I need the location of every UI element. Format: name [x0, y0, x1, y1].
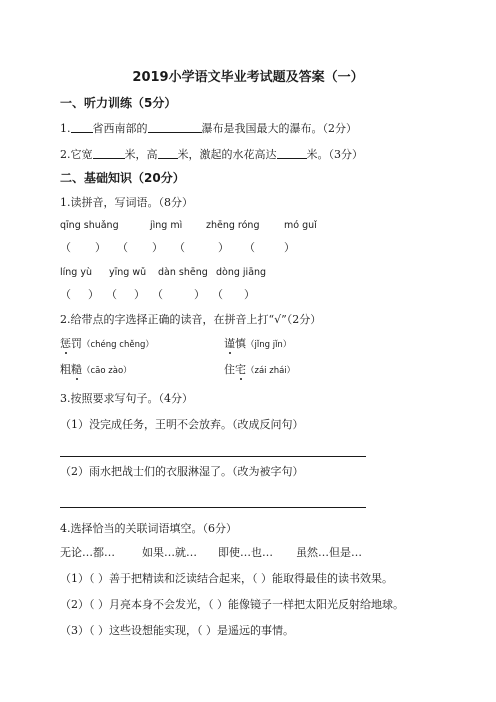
answer-line[interactable] [60, 456, 366, 457]
answer-blank[interactable] [71, 121, 93, 133]
section1-heading: 一、听力训练（5分） [60, 96, 177, 110]
conjunction-item-1: （1）（ ）善于把精读和泛读结合起来，（ ）能取得最佳的读书效果。 [60, 572, 393, 585]
sentence-item-2: （2）雨水把战士们的衣服淋湿了。（改为被字句） [60, 465, 304, 478]
pinyin-options[interactable]: （chéng chěng） [82, 340, 154, 350]
conjunction-option: 如果…就… [142, 546, 197, 559]
pinyin-item: líng yù [60, 267, 92, 278]
sentence-question-prompt: 3.按照要求写句子。（4分） [60, 392, 193, 405]
conjunction-question-prompt: 4.选择恰当的关联词语填空。（6分） [60, 522, 237, 535]
answer-line[interactable] [60, 507, 366, 508]
pinyin-item: jìng mì [150, 220, 183, 231]
pronunciation-question-prompt: 2.给带点的字选择正确的读音，在拼音上打“√”（2分） [60, 313, 322, 326]
listening-question-1: 1. 省西南部的 瀑布是我国最大的瀑布。（2分） [60, 122, 357, 135]
conjunction-item-2: （2）（ ）月亮本身不会发光，（ ）能像镜子一样把太阳光反射给地球。 [60, 598, 404, 611]
page-title: 2019小学语文毕业考试题及答案（一） [132, 70, 364, 85]
sentence-item-1: （1）没完成任务，王明不会放弃。（改成反问句） [60, 418, 304, 431]
pinyin-question-prompt: 1.读拼音，写词语。（8分） [60, 196, 193, 209]
pinyin-item: dàn shēng [158, 267, 208, 278]
pronunciation-item: 粗糙（cāo zào） [60, 363, 132, 376]
conjunction-option: 虽然…但是… [296, 546, 362, 559]
conjunction-option: 无论…都… [60, 546, 115, 559]
pinyin-item: zhēng róng [206, 220, 260, 231]
pinyin-options[interactable]: （jǐng jǐn） [246, 340, 292, 350]
answer-blank[interactable] [277, 147, 307, 159]
section2-heading: 二、基础知识（20分） [60, 171, 185, 185]
conjunction-option: 即使…也… [218, 546, 273, 559]
pinyin-options[interactable]: （cāo zào） [82, 366, 132, 376]
pinyin-item: dòng jiāng [216, 267, 267, 278]
pronunciation-item: 住宅（zái zhái） [224, 363, 296, 376]
conjunction-item-3: （3）（ ）这些设想能实现，（ ）是遥远的事情。 [60, 624, 294, 637]
answer-blank[interactable] [158, 147, 178, 159]
pinyin-item: qīng shuǎng [60, 220, 119, 231]
pinyin-item: mó guǐ [284, 220, 317, 231]
answer-blank[interactable] [148, 121, 202, 133]
exam-page: 2019小学语文毕业考试题及答案（一） 一、听力训练（5分） 1. 省西南部的 瀑布是我国最大的瀑布。（2分） 2.它宽 米，高 米，激起的水花高达 米。（3分） 二、基础知识（20分） 1.读拼音，写词语。（8分） qīng shuǎng jìng mì zhēng róng mó guǐ （ ） （ ） （ ） （ ） líng yù yīng wǔ dàn shēng dòng jiāng （ ） （ ） （ ） （ ） 2.给带点的字选择正确的读音，在拼音上打“√”（2分） 惩罚（chéng chěng） 谨慎（jǐng jǐn） 粗糙（cāo zào） 住宅（zái zhái） 3.按照要求写句子。（4分） （1）没完成任务，王明不会放弃。（改成反问句） （2）雨水把战士们的衣服淋湿了。（改为被字句） 4.选择恰当的关联词语填空。（6分） 无论…都… 如果…就… 即使…也… 虽然…但是… （1）（ ）善于把精读和泛读结合起来，（ ）能取得最佳的读书效果。 （2）（ ）月亮本身不会发光，（ ）能像镜子一样把太阳光反射给地球。 （3）（ ）这些设想能实现，（ ）是遥远的事情。 [0, 0, 496, 702]
pinyin-item: yīng wǔ [109, 267, 147, 278]
pinyin-options[interactable]: （zái zhái） [246, 366, 296, 376]
listening-question-2: 2.它宽 米，高 米，激起的水花高达 米。（3分） [60, 148, 363, 161]
answer-blank[interactable] [93, 147, 125, 159]
pronunciation-item: 谨慎（jǐng jǐn） [224, 337, 292, 350]
pronunciation-item: 惩罚（chéng chěng） [60, 337, 154, 350]
